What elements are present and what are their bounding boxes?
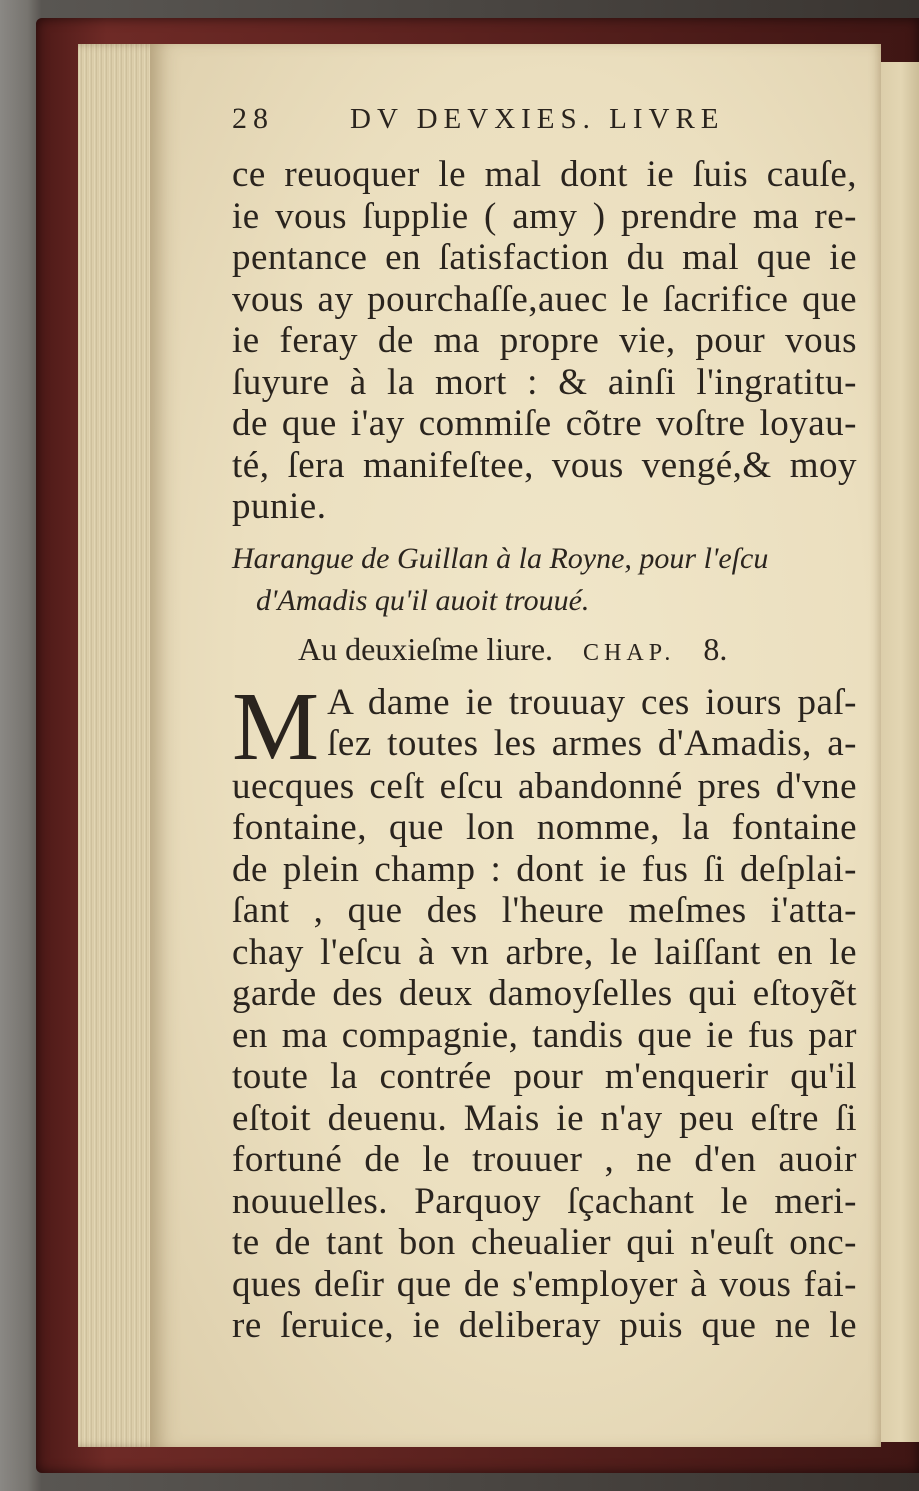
text-line: ſant , que des l'heure meſmes i'atta- <box>232 890 857 931</box>
text-line: punie. <box>232 486 327 527</box>
dropcap-block <box>232 672 857 781</box>
section-heading-line-2: d'Amadis qu'il auoit trouué. <box>256 583 590 617</box>
book-reference: Au deuxieſme liure. <box>298 630 554 667</box>
text-line: fontaine, que lon nomme, la fontaine <box>232 807 857 848</box>
text-line: re ſeruice, ie deliberay puis que ne le <box>232 1305 857 1346</box>
text-line: toute la contrée pour m'enquerir qu'il <box>232 1056 857 1097</box>
text-line: ce reuoquer le mal dont ie ſuis cauſe, <box>232 154 857 195</box>
text-line: de plein champ : dont ie fus ſi deſplai- <box>232 848 857 890</box>
page-number: 28 <box>232 102 274 135</box>
text-line: garde des deux damoyſelles qui eſtoyẽt <box>232 973 857 1014</box>
section-heading-line-1: Harangue de Guillan à la Royne, pour l'eſcu <box>232 541 769 575</box>
text-line: te de tant bon cheualier qui n'euſt onc- <box>232 1222 857 1263</box>
text-line: A dame ie trouuay ces iours paſ- <box>327 681 857 723</box>
drop-cap: M <box>232 672 320 781</box>
chapter-line <box>232 624 857 674</box>
chapter-label: CHAP. <box>583 639 676 666</box>
text-line: pentance en ſatisfaction du mal que ie <box>232 237 857 278</box>
text-line: eſtoit deuenu. Mais ie n'ay peu eſtre ſi <box>232 1097 857 1139</box>
text-line: ſez toutes les armes d'Amadis, a- <box>327 723 857 764</box>
page-text <box>232 102 857 1347</box>
chapter-number: 8. <box>703 630 728 667</box>
text-line: chay l'eſcu à vn arbre, le laiſſant en le <box>232 931 857 973</box>
text-line: nouuelles. Parquoy ſçachant le meri- <box>232 1180 857 1222</box>
running-title: DV DEVXIES. LIVRE <box>350 103 725 135</box>
text-line: ie feray de ma propre vie, pour vous <box>232 320 857 361</box>
text-line: ſuyure à la mort : & ainſi l'ingratitu- <box>232 361 857 403</box>
text-line: vous ay pourchaſſe,auec le ſacrifice que <box>232 278 857 320</box>
paragraph-2 <box>232 672 857 1347</box>
text-line: en ma compagnie, tandis que ie fus par <box>232 1014 857 1056</box>
text-line: de que i'ay commiſe cõtre voſtre loyau- <box>232 403 857 444</box>
paragraph-1 <box>232 154 857 528</box>
running-header <box>232 102 857 154</box>
text-line: ie vous ſupplie ( amy ) prendre ma re- <box>232 195 857 237</box>
text-line: uecques ceſt eſcu abandonné pres d'vne <box>232 765 857 807</box>
text-line: fortuné de le trouuer , ne d'en auoir <box>232 1139 857 1180</box>
text-line: ques deſir que de s'employer à vous fai- <box>232 1263 857 1305</box>
text-line: té, ſera manifeſtee, vous vengé,& moy <box>232 444 857 486</box>
